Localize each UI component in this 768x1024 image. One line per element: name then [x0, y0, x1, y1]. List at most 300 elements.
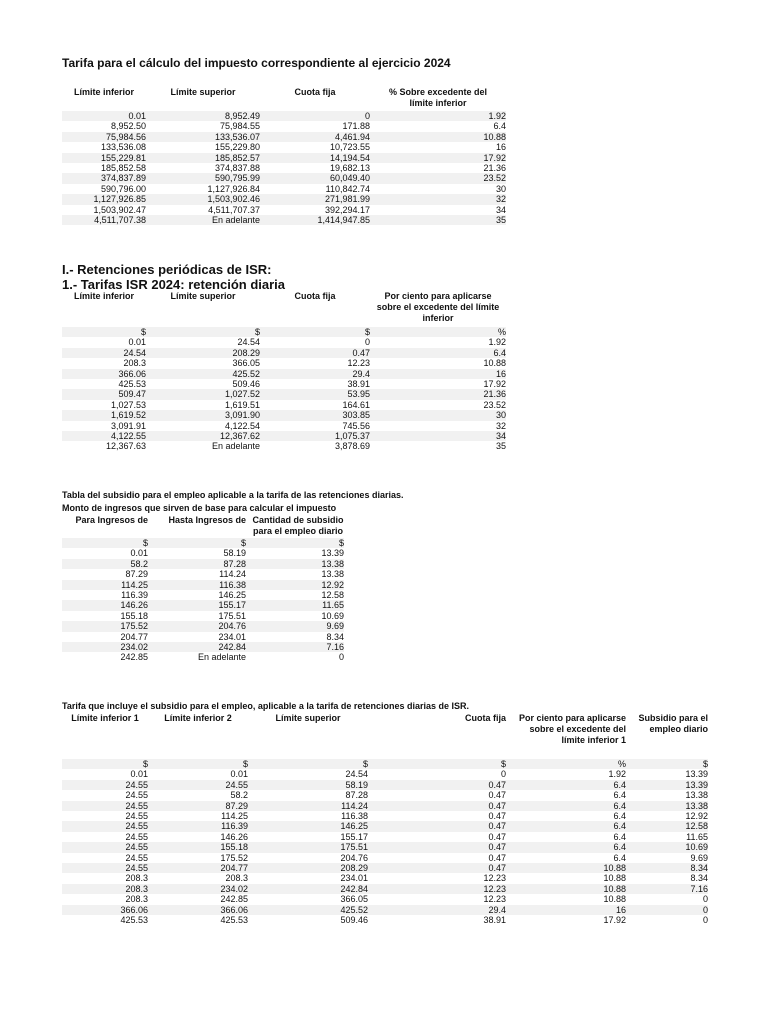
table-cell: 590,795.99: [146, 173, 260, 183]
table-cell: $: [148, 759, 248, 769]
table-cell: 1.92: [608, 769, 626, 780]
table-cell: 13.39: [321, 548, 344, 559]
table-cell: 6.4: [506, 780, 626, 790]
table-cell: 116.39: [121, 590, 148, 601]
table-cell: 133,536.08: [100, 142, 146, 153]
table-cell: 10.69: [321, 610, 344, 621]
table-cell: 6.4: [506, 801, 626, 811]
table-cell: 242.85: [220, 894, 248, 905]
table-row: [62, 142, 506, 152]
table-cell: $: [62, 327, 146, 337]
table-cell: 425.53: [120, 915, 148, 926]
table-row: [62, 590, 344, 600]
table-row: [62, 832, 708, 842]
table-row: [62, 632, 344, 642]
table-cell: 30: [370, 410, 506, 420]
table-cell: 0.47: [368, 863, 506, 873]
table-cell: 175.52: [62, 621, 148, 631]
table-row: [62, 842, 708, 852]
table-cell: En adelante: [146, 215, 260, 225]
table-cell: %: [506, 759, 626, 769]
table-cell: $: [148, 538, 246, 548]
table-cell: 1.92: [370, 111, 506, 121]
table-cell: 19,682.13: [329, 163, 370, 174]
table-cell: 271,981.99: [260, 194, 370, 204]
table-cell: 34: [370, 431, 506, 441]
table-cell: $: [146, 327, 260, 337]
table-cell: 114.24: [219, 569, 246, 580]
table-row: [62, 389, 506, 399]
table-row: [62, 863, 708, 873]
table-cell: 204.76: [148, 621, 246, 631]
table-cell: 0.47: [488, 831, 506, 842]
table-cell: 6.4: [613, 831, 626, 842]
table-cell: 590,796.00: [100, 183, 146, 194]
table-row: [62, 548, 344, 558]
table-cell: 116.38: [148, 580, 246, 590]
table-body: [62, 759, 708, 926]
table-cell: 242.84: [248, 884, 368, 894]
table-row: [62, 327, 506, 337]
table-cell: 13.38: [321, 569, 344, 580]
table-row: [62, 780, 708, 790]
table-cell: 425.53: [220, 915, 248, 926]
table-cell: 366.06: [62, 905, 148, 915]
table-cell: %: [370, 327, 506, 337]
table-cell: 13.38: [626, 801, 708, 811]
table-cell: 8.34: [626, 863, 708, 873]
table-cell: 392,294.17: [324, 204, 370, 215]
table-row: [62, 580, 344, 590]
table-cell: 24.55: [125, 852, 148, 863]
table-cell: 509.47: [62, 389, 146, 399]
table-row: [62, 853, 708, 863]
annual-tariff-table: [62, 87, 506, 225]
table-cell: 208.3: [225, 873, 248, 884]
table-cell: 58.2: [62, 559, 148, 569]
table-cell: 10.88: [370, 132, 506, 142]
table-cell: 114.25: [221, 811, 248, 822]
table-cell: 509.46: [340, 915, 368, 926]
table-row: [62, 358, 506, 368]
table-cell: 509.46: [232, 379, 260, 390]
table-cell: 9.69: [246, 621, 344, 631]
table-cell: 204.77: [120, 631, 148, 642]
table-cell: 24.55: [62, 842, 148, 852]
table-row: [62, 173, 506, 183]
table-cell: 208.29: [146, 348, 260, 358]
table-row: [62, 801, 708, 811]
table-cell: $: [248, 759, 368, 769]
table-cell: 29.4: [368, 905, 506, 915]
col-header-cantidad-subsidio: Cantidad de subsidio para el empleo diario: [252, 515, 344, 536]
table-cell: $: [260, 327, 370, 337]
table-row: [62, 348, 506, 358]
table-cell: 175.51: [248, 842, 368, 852]
table-cell: 208.3: [125, 873, 148, 884]
table-cell: 24.54: [237, 337, 260, 348]
table-cell: 146.26: [220, 831, 248, 842]
table-cell: 87.28: [148, 559, 246, 569]
table-cell: 10.69: [626, 842, 708, 852]
table-cell: 10.88: [603, 873, 626, 884]
table-cell: En adelante: [197, 652, 246, 663]
table-cell: 146.25: [248, 821, 368, 831]
table-cell: 0.01: [128, 337, 146, 348]
table-body: [62, 111, 506, 225]
table-cell: 6.4: [370, 348, 506, 358]
table-cell: 0: [338, 652, 344, 663]
table-cell: 1,503,902.47: [93, 204, 146, 215]
table-cell: 114.24: [248, 801, 368, 811]
table-cell: 32: [370, 194, 506, 204]
table-cell: 208.29: [248, 863, 368, 873]
table-cell: 3,878.69: [334, 441, 370, 452]
table-cell: 366.05: [232, 358, 260, 369]
table-row: [62, 915, 708, 925]
table-cell: 175.52: [220, 852, 248, 863]
table-cell: 0.47: [368, 801, 506, 811]
table-cell: 208.3: [62, 884, 148, 894]
table-cell: 4,122.54: [224, 420, 260, 431]
table-cell: 21.36: [483, 163, 506, 174]
table-row: [62, 337, 506, 347]
table-cell: 11.65: [246, 600, 344, 610]
table-cell: 234.01: [218, 631, 246, 642]
table-cell: 21.36: [370, 389, 506, 399]
table-cell: 24.55: [62, 780, 148, 790]
table-cell: 1,619.51: [224, 399, 260, 410]
table-cell: 1.92: [488, 337, 506, 348]
table-cell: 12.23: [347, 358, 370, 369]
table-cell: 32: [495, 420, 506, 431]
table-cell: 87.28: [345, 790, 368, 801]
table-row: [62, 621, 344, 631]
table-cell: 13.39: [685, 769, 708, 780]
col-header-por-ciento: Por ciento para aplicarse sobre el excedente del límite inferior 1: [518, 713, 626, 745]
table-cell: 0.47: [488, 811, 506, 822]
table-cell: 12.92: [246, 580, 344, 590]
table-cell: 4,461.94: [260, 132, 370, 142]
table-cell: 0: [500, 769, 506, 780]
table-cell: 1,027.52: [146, 389, 260, 399]
table-cell: 374,837.88: [214, 163, 260, 174]
table-cell: 155.17: [148, 600, 246, 610]
table-row: [62, 811, 708, 821]
table-cell: 164.61: [342, 399, 370, 410]
table-cell: 24.55: [125, 811, 148, 822]
table-cell: 24.54: [345, 769, 368, 780]
table-cell: 116.38: [341, 811, 368, 822]
table-row: [62, 184, 506, 194]
table-row: [62, 163, 506, 173]
table-cell: $: [626, 759, 708, 769]
table-cell: 6.4: [493, 121, 506, 132]
table-cell: 58.19: [248, 780, 368, 790]
table-cell: 29.4: [260, 369, 370, 379]
table-cell: 114.25: [62, 580, 148, 590]
table-row: [62, 652, 344, 662]
table-cell: $: [62, 538, 148, 548]
col-header-limite-superior: Límite superior: [170, 87, 236, 97]
table-cell: 0.47: [260, 348, 370, 358]
table-cell: 425.53: [118, 379, 146, 390]
table-cell: 58.2: [230, 790, 248, 801]
col-header-limite-inferior-1: Límite inferior 1: [71, 713, 139, 723]
table-cell: 1,619.52: [62, 410, 146, 420]
table-cell: 58.19: [223, 548, 246, 559]
table-cell: 155,229.80: [214, 142, 260, 153]
table-cell: 24.54: [62, 348, 146, 358]
table-cell: 155.18: [120, 610, 148, 621]
table-cell: 8,952.49: [146, 111, 260, 121]
table-row: [62, 611, 344, 621]
table-cell: 745.56: [342, 420, 370, 431]
table-cell: En adelante: [211, 441, 260, 452]
col-header-porcentaje: % Sobre excedente del límite inferior: [388, 87, 488, 108]
table-row: [62, 790, 708, 800]
table-cell: 155.17: [340, 831, 368, 842]
table-cell: 23.52: [370, 173, 506, 183]
table-cell: 38.91: [483, 915, 506, 926]
table-row: [62, 905, 708, 915]
table-cell: 17.92: [370, 153, 506, 163]
table-cell: 155,229.81: [62, 153, 146, 163]
table-cell: 4,511,707.38: [62, 215, 146, 225]
table-cell: 185,852.58: [100, 163, 146, 174]
table-cell: 0.01: [62, 111, 146, 121]
table-cell: 1,127,926.84: [207, 183, 260, 194]
table-cell: 16: [370, 369, 506, 379]
table-cell: 0.47: [368, 780, 506, 790]
table-cell: $: [62, 759, 148, 769]
table-cell: 35: [370, 215, 506, 225]
subsidio-table-title: Tabla del subsidio para el empleo aplicable a la tarifa de las retenciones diarias.: [62, 490, 404, 500]
combined-tariff-table: [62, 713, 708, 926]
table-cell: 24.55: [148, 780, 248, 790]
table-cell: 6.4: [613, 852, 626, 863]
table-cell: 0: [702, 894, 708, 905]
table-row: [62, 410, 506, 420]
table-cell: 38.91: [347, 379, 370, 390]
table-cell: 10.88: [506, 863, 626, 873]
table-cell: 1,075.37: [260, 431, 370, 441]
table-row: [62, 153, 506, 163]
table-cell: 13.38: [246, 559, 344, 569]
table-row: [62, 379, 506, 389]
table-cell: 1,027.53: [110, 399, 146, 410]
table-cell: 13.38: [685, 790, 708, 801]
table-cell: 10,723.55: [329, 142, 370, 153]
col-header-limite-inferior: Límite inferior: [73, 87, 134, 97]
table-cell: $: [246, 538, 344, 548]
table-cell: 374,837.89: [62, 173, 146, 183]
table-cell: 133,536.07: [146, 132, 260, 142]
table-cell: 185,852.57: [146, 153, 260, 163]
table-cell: 0.47: [488, 852, 506, 863]
table-cell: 12.23: [483, 894, 506, 905]
table-row: [62, 759, 708, 769]
table-cell: 16: [495, 142, 506, 153]
table-cell: 425.52: [248, 905, 368, 915]
table-cell: 12,367.63: [105, 441, 146, 452]
table-cell: 6.4: [506, 842, 626, 852]
table-cell: 8,952.50: [110, 121, 146, 132]
table-cell: 24.55: [62, 801, 148, 811]
table-cell: 3,091.90: [146, 410, 260, 420]
table-cell: 0: [364, 337, 370, 348]
table-row: [62, 821, 708, 831]
table-cell: 24.55: [125, 790, 148, 801]
table-row: [62, 194, 506, 204]
table-cell: 75,984.56: [62, 132, 146, 142]
table-cell: 208.3: [125, 894, 148, 905]
table-cell: 11.65: [686, 831, 708, 842]
table-cell: 3,091.91: [110, 420, 146, 431]
section-heading-retenciones: I.- Retenciones periódicas de ISR:: [62, 262, 272, 277]
col-header-limite-inferior: Límite inferior: [73, 291, 134, 301]
table-row: [62, 111, 506, 121]
table-cell: 12.92: [685, 811, 708, 822]
table-row: [62, 884, 708, 894]
table-body: [62, 538, 344, 663]
table-cell: 7.16: [626, 884, 708, 894]
table-cell: 12.58: [626, 821, 708, 831]
table-cell: 10.88: [483, 358, 506, 369]
table-row: [62, 205, 506, 215]
table-cell: 60,049.40: [260, 173, 370, 183]
table-cell: 87.29: [125, 569, 148, 580]
table-row: [62, 894, 708, 904]
table-body: [62, 327, 506, 452]
col-header-cuota-fija: Cuota fija: [464, 713, 506, 723]
table-cell: 17.92: [603, 915, 626, 926]
table-cell: 366.06: [148, 905, 248, 915]
table-cell: 12.23: [483, 873, 506, 884]
table-cell: 16: [506, 905, 626, 915]
table-cell: 17.92: [483, 379, 506, 390]
col-header-cuota-fija: Cuota fija: [294, 87, 336, 97]
table-cell: 14,194.54: [260, 153, 370, 163]
table-row: [62, 421, 506, 431]
table-cell: 4,122.55: [62, 431, 146, 441]
table-cell: 242.85: [120, 652, 148, 663]
col-header-para-ingresos: Para Ingresos de: [75, 515, 148, 525]
table-cell: 10.88: [506, 884, 626, 894]
table-cell: 0: [260, 111, 370, 121]
table-row: [62, 569, 344, 579]
table-cell: 0.01: [230, 769, 248, 780]
table-row: [62, 441, 506, 451]
table-cell: 204.76: [340, 852, 368, 863]
col-header-por-ciento: Por ciento para aplicarse sobre el excedente del límite inferior: [376, 291, 500, 323]
table-row: [62, 559, 344, 569]
table-cell: 208.3: [123, 358, 146, 369]
table-row: [62, 132, 506, 142]
daily-tariff-table: [62, 291, 506, 452]
table-cell: 8.34: [326, 631, 344, 642]
table-row: [62, 369, 506, 379]
section-heading-tarifas-diaria: 1.- Tarifas ISR 2024: retención diaria: [62, 277, 286, 292]
table-cell: 23.52: [483, 399, 506, 410]
col-header-subsidio-diario: Subsidio para el empleo diario: [638, 713, 708, 734]
table-cell: 1,414,947.85: [260, 215, 370, 225]
table-cell: 110,842.74: [325, 183, 370, 194]
table-row: [62, 400, 506, 410]
col-header-limite-superior: Límite superior: [275, 713, 341, 723]
table-cell: 6.4: [506, 821, 626, 831]
table-cell: 53.95: [260, 389, 370, 399]
table-cell: 6.4: [613, 790, 626, 801]
table-cell: 0: [626, 905, 708, 915]
table-row: [62, 642, 344, 652]
table-row: [62, 215, 506, 225]
col-header-cuota-fija: Cuota fija: [294, 291, 336, 301]
table-cell: 116.39: [148, 821, 248, 831]
subsidio-table: [62, 515, 344, 663]
table-cell: 12.58: [321, 590, 344, 601]
table-cell: 146.26: [62, 600, 148, 610]
table-cell: 7.16: [246, 642, 344, 652]
table-cell: 24.55: [62, 863, 148, 873]
table-cell: 1,503,902.46: [146, 194, 260, 204]
table-row: [62, 769, 708, 779]
table-cell: 0: [702, 915, 708, 926]
table-cell: 8.34: [690, 873, 708, 884]
table-row: [62, 121, 506, 131]
table-cell: 24.55: [125, 831, 148, 842]
table-cell: 146.25: [218, 590, 246, 601]
col-header-limite-inferior-2: Límite inferior 2: [164, 713, 232, 723]
table-cell: 24.55: [62, 821, 148, 831]
table-cell: 0.01: [130, 548, 148, 559]
table-cell: 0.01: [130, 769, 148, 780]
table-cell: 75,984.55: [219, 121, 260, 132]
table-cell: 30: [495, 183, 506, 194]
section-title-annual-tariff: Tarifa para el cálculo del impuesto correspondiente al ejercicio 2024: [62, 56, 451, 70]
combined-tariff-title: Tarifa que incluye el subsidio para el empleo, aplicable a la tarifa de retenciones diarias de ISR.: [62, 701, 469, 711]
table-cell: 35: [495, 441, 506, 452]
table-cell: $: [368, 759, 506, 769]
table-cell: 9.69: [690, 852, 708, 863]
table-cell: 204.77: [148, 863, 248, 873]
col-header-hasta-ingresos: Hasta Ingresos de: [168, 515, 246, 525]
table-cell: 0.47: [368, 842, 506, 852]
table-cell: 366.05: [340, 894, 368, 905]
table-cell: 234.02: [62, 642, 148, 652]
table-cell: 1,127,926.85: [62, 194, 146, 204]
table-cell: 425.52: [146, 369, 260, 379]
table-row: [62, 538, 344, 548]
table-cell: 171.88: [342, 121, 370, 132]
table-row: [62, 873, 708, 883]
table-cell: 0.47: [368, 821, 506, 831]
col-header-limite-superior: Límite superior: [170, 291, 236, 301]
table-cell: 155.18: [148, 842, 248, 852]
table-cell: 4,511,707.37: [208, 204, 260, 215]
table-cell: 366.06: [62, 369, 146, 379]
table-cell: 12.23: [368, 884, 506, 894]
table-cell: 303.85: [260, 410, 370, 420]
table-cell: 87.29: [148, 801, 248, 811]
subsidio-table-subtitle: Monto de ingresos que sirven de base para calcular el impuesto: [62, 503, 337, 513]
table-cell: 175.51: [218, 610, 246, 621]
table-cell: 6.4: [613, 811, 626, 822]
table-cell: 12,367.62: [146, 431, 260, 441]
table-cell: 234.01: [340, 873, 368, 884]
table-cell: 10.88: [603, 894, 626, 905]
table-cell: 13.39: [626, 780, 708, 790]
